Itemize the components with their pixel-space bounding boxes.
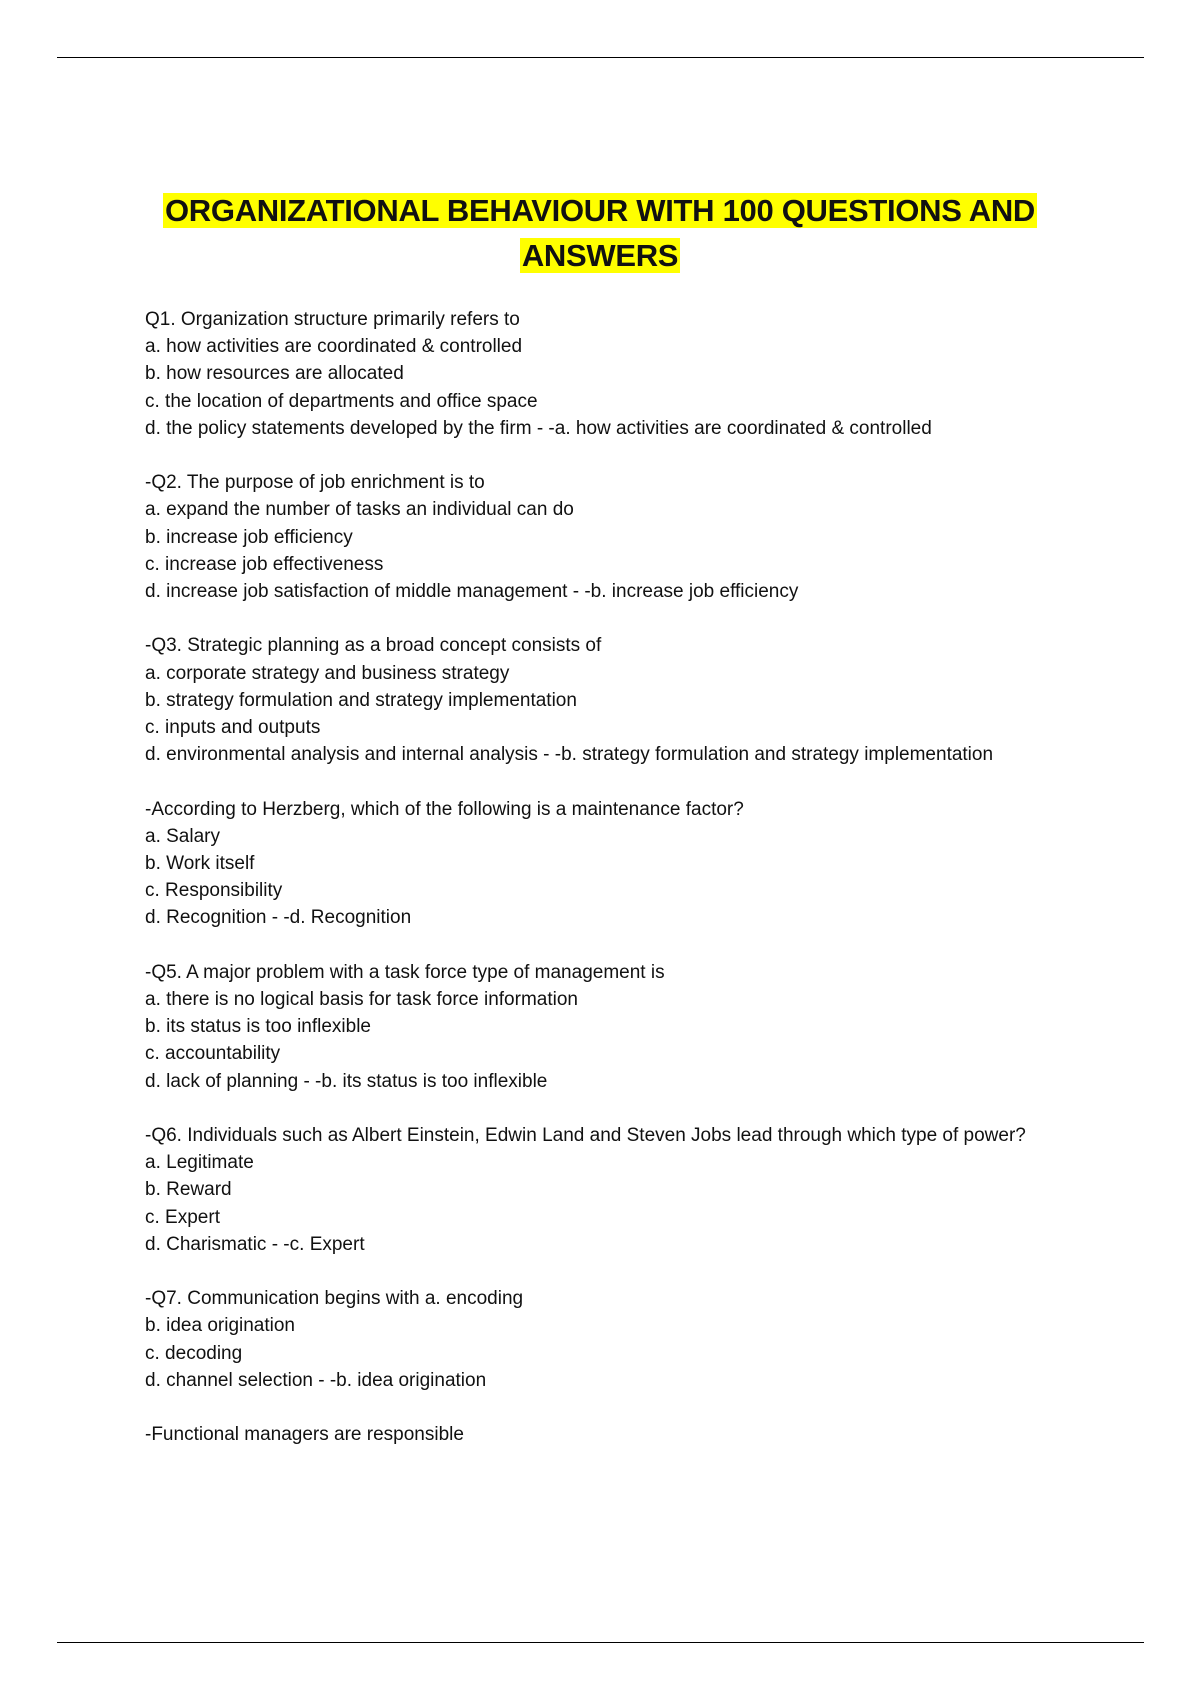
answer-option: d. lack of planning - -b. its status is too inflexible: [145, 1070, 548, 1092]
question-block: [145, 1122, 1145, 1258]
question-block: [145, 469, 1145, 605]
question-block: [145, 632, 1145, 768]
answer-option: b. Reward: [145, 1179, 232, 1201]
answer-option: a. corporate strategy and business strategy: [145, 662, 510, 684]
answer-option: c. increase job effectiveness: [145, 553, 384, 575]
document-title-text: ORGANIZATIONAL BEHAVIOUR WITH 100 QUESTIONS AND ANSWERS: [164, 193, 1036, 273]
answer-option: b. strategy formulation and strategy implementation: [145, 689, 577, 711]
answer-option: d. environmental analysis and internal analysis - -b. strategy formulation and strategy implementation: [145, 744, 994, 766]
answer-option: b. idea origination: [145, 1315, 295, 1337]
questions-list: [145, 306, 1145, 1476]
question-text: -Functional managers are responsible: [145, 1424, 464, 1446]
answer-option: b. its status is too inflexible: [145, 1016, 371, 1038]
answer-option: c. the location of departments and office space: [145, 390, 538, 412]
answer-option: b. increase job efficiency: [145, 526, 353, 548]
answer-option: d. Charismatic - -c. Expert: [145, 1233, 365, 1255]
question-text: -According to Herzberg, which of the following is a maintenance factor?: [145, 798, 744, 820]
answer-option: d. the policy statements developed by the firm - -a. how activities are coordinated & controlled: [145, 417, 932, 439]
question-text: Q1. Organization structure primarily refers to: [145, 309, 520, 330]
question-text: -Q2. The purpose of job enrichment is to: [145, 472, 485, 494]
question-text: -Q6. Individuals such as Albert Einstein, Edwin Land and Steven Jobs lead through which type of power?: [145, 1125, 1026, 1147]
answer-option: a. there is no logical basis for task force information: [145, 989, 578, 1011]
question-block: [145, 1285, 1145, 1394]
answer-option: c. decoding: [145, 1342, 243, 1364]
question-text: -Q5. A major problem with a task force type of management is: [145, 961, 665, 983]
answer-option: a. Salary: [145, 825, 220, 847]
question-block: [145, 1421, 1145, 1448]
answer-option: b. how resources are allocated: [145, 363, 404, 385]
footer-rule: [57, 1642, 1144, 1643]
answer-option: a. expand the number of tasks an individual can do: [145, 499, 574, 521]
question-block: [145, 796, 1145, 932]
answer-option: d. channel selection - -b. idea origination: [145, 1369, 487, 1391]
answer-option: d. increase job satisfaction of middle management - -b. increase job efficiency: [145, 581, 799, 603]
answer-option: d. Recognition - -d. Recognition: [145, 907, 412, 929]
answer-option: c. Responsibility: [145, 880, 283, 902]
document-title: [100, 188, 1100, 278]
answer-option: a. how activities are coordinated & controlled: [145, 336, 523, 358]
answer-option: c. inputs and outputs: [145, 717, 321, 739]
question-block: [145, 959, 1145, 1095]
answer-option: b. Work itself: [145, 853, 255, 875]
question-text: -Q7. Communication begins with a. encoding: [145, 1288, 524, 1310]
answer-option: c. accountability: [145, 1043, 281, 1065]
header-rule: [57, 57, 1144, 58]
answer-option: a. Legitimate: [145, 1152, 254, 1174]
question-text: -Q3. Strategic planning as a broad concept consists of: [145, 635, 602, 657]
question-block: [145, 306, 1145, 442]
answer-option: c. Expert: [145, 1206, 220, 1228]
